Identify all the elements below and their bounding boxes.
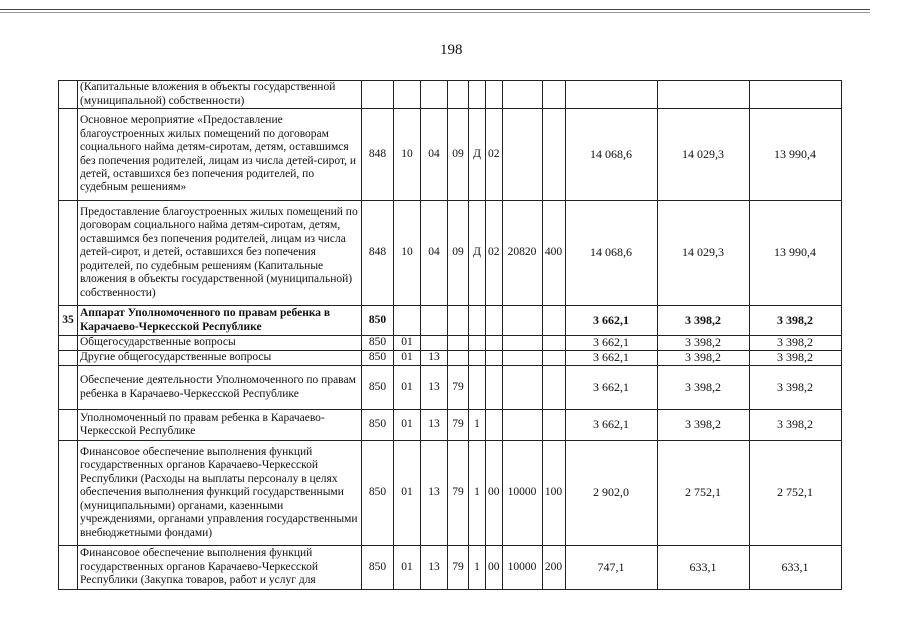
section-code: 01 xyxy=(394,546,421,590)
row-name: Финансовое обеспечение выполнения функций государственных органов Карачаево-Черкесской Республики (Расходы на выплаты персоналу в целях обеспечения выполнения функций государственными (муниципальными) органами, казенными учреждениями, органами управления государственными внебюджетными фондами) xyxy=(78,441,362,546)
program-code: 79 xyxy=(448,546,469,590)
program-code xyxy=(448,306,469,336)
subsection-code: 13 xyxy=(421,441,448,546)
section-code: 10 xyxy=(394,201,421,306)
row-index xyxy=(59,81,78,109)
direction-code xyxy=(502,81,542,109)
table-row xyxy=(59,201,842,306)
activity-code: 00 xyxy=(486,546,503,590)
program-code: 79 xyxy=(448,441,469,546)
table-body xyxy=(59,81,842,590)
subsection-code: 04 xyxy=(421,201,448,306)
direction-code: 20820 xyxy=(502,201,542,306)
subsection-code: 13 xyxy=(421,366,448,410)
table-row xyxy=(59,109,842,201)
value-year-2: 3 398,2 xyxy=(657,336,749,351)
expense-type-code xyxy=(542,81,565,109)
ministry-code: 850 xyxy=(362,351,394,366)
ministry-code: 850 xyxy=(362,366,394,410)
subsection-code: 13 xyxy=(421,410,448,441)
value-year-3: 2 752,1 xyxy=(749,441,841,546)
direction-code xyxy=(502,366,542,410)
section-code: 01 xyxy=(394,336,421,351)
subsection-code xyxy=(421,306,448,336)
subprogram-code xyxy=(469,366,486,410)
row-name: Основное мероприятие «Предоставление благоустроенных жилых помещений по договорам социального найма детям-сиротам, детям, оставшимся без попечения родителей, лицам из числа детей-сирот, и детей, оставшихся без попечения родителей, по судебным решениям» xyxy=(78,109,362,201)
subsection-code xyxy=(421,336,448,351)
expense-type-code xyxy=(542,109,565,201)
page-number: 198 xyxy=(440,42,463,58)
subsection-code xyxy=(421,81,448,109)
value-year-1 xyxy=(565,81,657,109)
program-code xyxy=(448,336,469,351)
row-index xyxy=(59,410,78,441)
value-year-1: 3 662,1 xyxy=(565,410,657,441)
subprogram-code xyxy=(469,336,486,351)
value-year-2: 14 029,3 xyxy=(657,201,749,306)
activity-code: 02 xyxy=(486,109,503,201)
ministry-code: 850 xyxy=(362,306,394,336)
value-year-2: 2 752,1 xyxy=(657,441,749,546)
row-name: Уполномоченный по правам ребенка в Карачаево-Черкесской Республике xyxy=(78,410,362,441)
row-index xyxy=(59,351,78,366)
value-year-3: 3 398,2 xyxy=(749,366,841,410)
ministry-code: 850 xyxy=(362,410,394,441)
program-code: 09 xyxy=(448,201,469,306)
row-name: (Капитальные вложения в объекты государственной (муниципальной) собственности) xyxy=(78,81,362,109)
value-year-3: 13 990,4 xyxy=(749,201,841,306)
direction-code: 10000 xyxy=(502,546,542,590)
value-year-3: 3 398,2 xyxy=(749,410,841,441)
program-code: 09 xyxy=(448,109,469,201)
section-code: 10 xyxy=(394,109,421,201)
expense-type-code: 200 xyxy=(542,546,565,590)
subsection-code: 13 xyxy=(421,546,448,590)
value-year-1: 3 662,1 xyxy=(565,306,657,336)
direction-code xyxy=(502,306,542,336)
subprogram-code: 1 xyxy=(469,410,486,441)
value-year-1: 747,1 xyxy=(565,546,657,590)
value-year-3: 633,1 xyxy=(749,546,841,590)
value-year-2: 3 398,2 xyxy=(657,306,749,336)
ministry-code: 848 xyxy=(362,109,394,201)
table-row xyxy=(59,410,842,441)
row-index xyxy=(59,336,78,351)
ministry-code: 850 xyxy=(362,546,394,590)
subprogram-code xyxy=(469,351,486,366)
top-rule xyxy=(0,9,870,10)
row-name: Аппарат Уполномоченного по правам ребенка в Карачаево-Черкесской Республике xyxy=(78,306,362,336)
value-year-2: 633,1 xyxy=(657,546,749,590)
table-row xyxy=(59,81,842,109)
expense-type-code: 100 xyxy=(542,441,565,546)
budget-table xyxy=(58,80,842,590)
subprogram-code xyxy=(469,306,486,336)
table-row xyxy=(59,441,842,546)
row-name: Предоставление благоустроенных жилых помещений по договорам социального найма детям-сиротам, детям, оставшимся без попечения родителей, лицам из числа детей-сирот, и детей, оставшихся без попечения родителей, по судебным решениям (Капитальные вложения в объекты государственной (муниципальной) собственности) xyxy=(78,201,362,306)
activity-code xyxy=(486,336,503,351)
table-row xyxy=(59,366,842,410)
row-index xyxy=(59,546,78,590)
activity-code xyxy=(486,306,503,336)
ministry-code: 850 xyxy=(362,336,394,351)
subprogram-code: Д xyxy=(469,109,486,201)
value-year-2: 3 398,2 xyxy=(657,351,749,366)
activity-code xyxy=(486,81,503,109)
row-name: Финансовое обеспечение выполнения функций государственных органов Карачаево-Черкесской Республики (Закупка товаров, работ и услуг для xyxy=(78,546,362,590)
value-year-3: 3 398,2 xyxy=(749,336,841,351)
value-year-1: 2 902,0 xyxy=(565,441,657,546)
section-code: 01 xyxy=(394,366,421,410)
direction-code xyxy=(502,109,542,201)
subsection-code: 13 xyxy=(421,351,448,366)
program-code xyxy=(448,351,469,366)
expense-type-code xyxy=(542,366,565,410)
section-code: 01 xyxy=(394,351,421,366)
ministry-code: 850 xyxy=(362,441,394,546)
direction-code xyxy=(502,410,542,441)
value-year-1: 14 068,6 xyxy=(565,109,657,201)
value-year-1: 3 662,1 xyxy=(565,366,657,410)
expense-type-code: 400 xyxy=(542,201,565,306)
direction-code: 10000 xyxy=(502,441,542,546)
activity-code xyxy=(486,410,503,441)
row-index xyxy=(59,366,78,410)
section-code xyxy=(394,81,421,109)
direction-code xyxy=(502,336,542,351)
expense-type-code xyxy=(542,410,565,441)
table-row xyxy=(59,306,842,336)
row-index xyxy=(59,441,78,546)
value-year-3: 3 398,2 xyxy=(749,351,841,366)
value-year-3: 3 398,2 xyxy=(749,306,841,336)
subprogram-code xyxy=(469,81,486,109)
row-index xyxy=(59,109,78,201)
value-year-3: 13 990,4 xyxy=(749,109,841,201)
expense-type-code xyxy=(542,336,565,351)
ministry-code: 848 xyxy=(362,201,394,306)
row-index xyxy=(59,201,78,306)
activity-code: 00 xyxy=(486,441,503,546)
ministry-code xyxy=(362,81,394,109)
row-index: 35 xyxy=(59,306,78,336)
section-code xyxy=(394,306,421,336)
section-code: 01 xyxy=(394,441,421,546)
expense-type-code xyxy=(542,351,565,366)
activity-code xyxy=(486,366,503,410)
program-code: 79 xyxy=(448,410,469,441)
program-code: 79 xyxy=(448,366,469,410)
section-code: 01 xyxy=(394,410,421,441)
subsection-code: 04 xyxy=(421,109,448,201)
value-year-1: 3 662,1 xyxy=(565,351,657,366)
row-name: Другие общегосударственные вопросы xyxy=(78,351,362,366)
subprogram-code: 1 xyxy=(469,546,486,590)
value-year-1: 3 662,1 xyxy=(565,336,657,351)
row-name: Общегосударственные вопросы xyxy=(78,336,362,351)
subprogram-code: 1 xyxy=(469,441,486,546)
subprogram-code: Д xyxy=(469,201,486,306)
value-year-2: 14 029,3 xyxy=(657,109,749,201)
table-row xyxy=(59,351,842,366)
expense-type-code xyxy=(542,306,565,336)
value-year-2: 3 398,2 xyxy=(657,410,749,441)
activity-code: 02 xyxy=(486,201,503,306)
row-name: Обеспечение деятельности Уполномоченного по правам ребенка в Карачаево-Черкесской Республике xyxy=(78,366,362,410)
value-year-2: 3 398,2 xyxy=(657,366,749,410)
top-rule-secondary xyxy=(0,12,870,13)
direction-code xyxy=(502,351,542,366)
value-year-2 xyxy=(657,81,749,109)
table-row xyxy=(59,546,842,590)
table-row xyxy=(59,336,842,351)
activity-code xyxy=(486,351,503,366)
program-code xyxy=(448,81,469,109)
value-year-1: 14 068,6 xyxy=(565,201,657,306)
value-year-3 xyxy=(749,81,841,109)
